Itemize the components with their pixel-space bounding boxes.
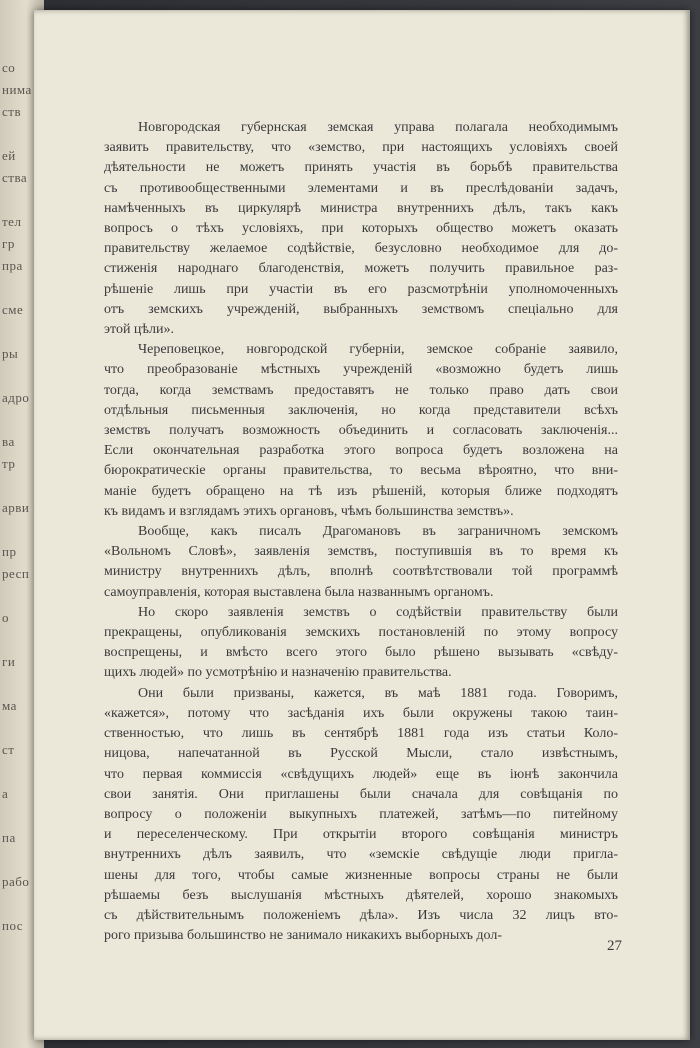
text-line: «Вольномъ Словѣ», заявленія земствъ, поступившія въ то время къ [104,544,618,560]
book-page [34,10,690,1040]
text-line: бюрократическіе органы правительства, то весьма вѣроятно, что вни- [104,463,618,479]
text-line: рѣшеніе лишь при участіи въ его разсмотрѣніи уполномоченныхъ [104,281,618,297]
text-line: съ противообщественными элементами и въ преслѣдованіи задачъ, [104,180,618,196]
text-line: «кажется», потому что засѣданія ихъ были окружены такою таин- [104,705,618,721]
paragraph-first-line: Они были призваны, кажется, въ маѣ 1881 года. Говоримъ, [138,685,618,701]
left-page-fragment: пра [2,258,23,273]
left-page-fragment: ва [2,434,15,449]
left-page-fragment: а [2,786,9,801]
text-line: и переселенческому. При открытіи второго совѣщанія министръ [104,827,618,843]
paragraph-first-line: Череповецкое, новгородской губерніи, земское собраніе заявило, [138,342,618,358]
text-line: воспрещены, и вмѣсто всего этого было рѣшено вызывать «свѣду- [104,645,618,661]
left-page-fragment: арви [2,500,30,515]
left-page-fragment: ей [2,148,16,163]
left-page-fragment: тел [2,214,22,229]
left-page-fragment: ств [2,104,22,119]
text-line: съ дѣйствительнымъ положеніемъ дѣла». Изъ числа 32 лицъ вто- [104,907,618,923]
text-line: земствъ получатъ возможность объединить и согласовать заключенія... [104,423,618,439]
text-line: ственностью, что лишь въ сентябрѣ 1881 года изъ статьи Коло- [104,726,618,742]
text-line: что преобразованіе мѣстныхъ учрежденій «возможно будетъ лишь [104,362,618,378]
text-line: вопросъ о тѣхъ условіяхъ, при которыхъ общество можетъ оказать [104,221,618,237]
left-page-fragment: ства [2,170,28,185]
left-page-fragment: адро [2,390,30,405]
left-page-fragment: ги [2,654,16,669]
text-line: заявить правительству, что «земство, при настоящихъ условіяхъ своей [104,140,618,156]
text-line: свои занятія. Они приглашены были сначала для совѣщанія по [104,786,618,802]
text-line: щихъ людей» по усмотрѣнію и назначенію правительства. [104,665,452,681]
left-page-fragment: гр [2,236,15,251]
paragraph-first-line: Вообще, какъ писалъ Драгомановъ въ заграничномъ земскомъ [138,524,618,540]
text-line: вопросу о положеніи выкупныхъ платежей, затѣмъ—по питейному [104,806,618,822]
text-line: намѣченныхъ въ циркулярѣ министра внутреннихъ дѣлъ, такъ какъ [104,200,618,216]
page-text [104,118,618,946]
left-page-fragment: нима [2,82,32,97]
left-page-fragment: со [2,60,16,75]
text-line: рого призыва большинство не занимало никакихъ выборныхъ дол- [104,928,503,944]
text-line: дѣятельности не можетъ принять участія въ борьбѣ правительства [104,160,618,176]
text-line: Если окончательная разработка этого вопроса будетъ возложена на [104,443,618,459]
text-line: правительству желаемое содѣйствіе, безусловно необходимое для до- [104,241,618,257]
text-line: ницова, напечатанной въ Русской Мысли, стало извѣстнымъ, [104,746,618,762]
text-line: къ видамъ и взглядамъ этихъ органовъ, чѣмъ большинства земствъ». [104,503,514,519]
text-line: рѣшаемы безъ выслушанія мѣстныхъ дѣятелей, хорошо знакомыхъ [104,887,618,903]
page-number: 27 [607,938,622,954]
left-page-fragment: ры [2,346,19,361]
left-page-fragment: рабо [2,874,30,889]
left-page-fragment: пос [2,918,24,933]
paragraph-first-line: Но скоро заявленія земствъ о содѣйствіи правительству были [138,604,618,620]
text-line: тогда, когда земствамъ предоставятъ не только право дать свои [104,382,618,398]
paragraph-first-line: Новгородская губернская земская управа полагала необходимымъ [138,120,618,135]
left-page-fragment: па [2,830,16,845]
text-line: прекращены, опубликованія земскихъ постановленій по этому вопросу [104,625,618,641]
text-line: маніе будетъ обращено на тѣ изъ рѣшеній, которыя ближе подходятъ [104,483,618,499]
text-line: что первая коммиссія «свѣдущихъ людей» еще въ іюнѣ закончила [104,766,618,782]
text-line: отъ земскихъ учрежденій, выбранныхъ земствомъ спеціально для [104,301,618,317]
text-line: самоуправленія, которая выставлена была названнымъ органомъ. [104,584,494,600]
text-line: министру внутреннихъ дѣлъ, вполнѣ соотвѣтствовали той программѣ [104,564,618,580]
left-page-fragment: пр [2,544,17,559]
text-line: стиженія народнаго благоденствія, можетъ получить правильное раз- [104,261,618,277]
left-page-fragment: сме [2,302,24,317]
text-line: этой цѣли». [104,322,175,338]
text-line: отдѣльныя письменныя заключенія, но когда представители всѣхъ [104,402,618,418]
left-page-fragment: ст [2,742,15,757]
left-page-fragment: ма [2,698,17,713]
text-line: внутреннихъ дѣлъ заявилъ, что «земскіе свѣдущіе люди пригла- [104,847,618,863]
left-page-fragment: о [2,610,9,625]
left-page-fragment: тр [2,456,16,471]
text-line: шены для того, чтобы самые жизненные вопросы страны не были [104,867,618,883]
left-page-fragment: респ [2,566,30,581]
